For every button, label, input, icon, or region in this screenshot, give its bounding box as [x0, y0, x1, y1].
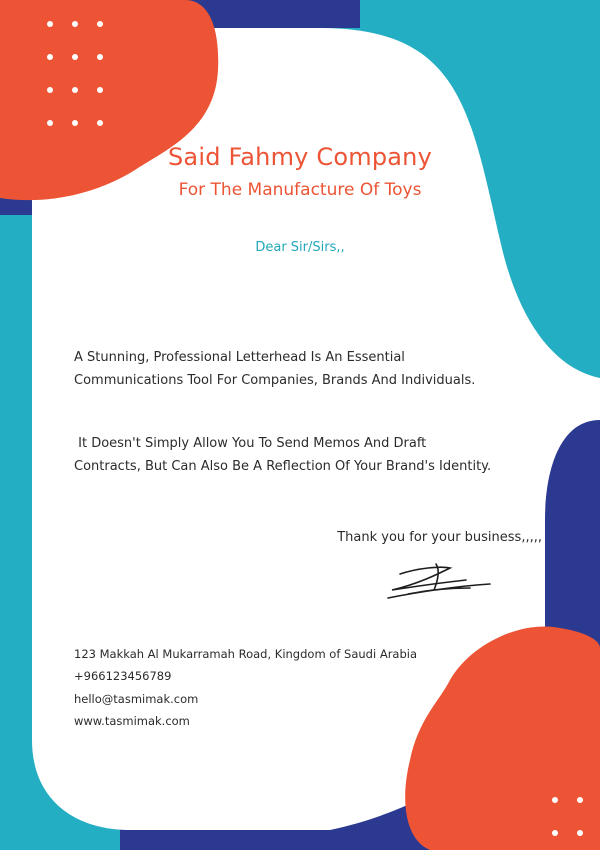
contact-email[interactable]: hello@tasmimak.com	[74, 692, 199, 706]
signature-icon	[378, 560, 493, 605]
company-tagline: For The Manufacture Of Toys	[178, 180, 422, 200]
closing-line: Thank you for your business,,,,,	[337, 530, 542, 545]
company-name: Said Fahmy Company	[168, 143, 432, 171]
body-paragraph-2	[74, 432, 544, 478]
contact-website[interactable]: www.tasmimak.com	[74, 714, 190, 728]
contact-address: 123 Makkah Al Mukarramah Road, Kingdom of Saudi Arabia	[74, 647, 418, 661]
paragraph-line: It Doesn't Simply Allow You To Send Memos And Draft	[74, 436, 427, 451]
paragraph-line: Contracts, But Can Also Be A Reflection Of Your Brand's Identity.	[74, 459, 492, 474]
paragraph-line: A Stunning, Professional Letterhead Is An Essential	[74, 350, 405, 365]
body-paragraph-1	[74, 346, 544, 392]
contact-phone: +966123456789	[74, 669, 172, 683]
paragraph-line: Communications Tool For Companies, Brands And Individuals.	[74, 373, 476, 388]
salutation: Dear Sir/Sirs,,	[255, 240, 345, 255]
